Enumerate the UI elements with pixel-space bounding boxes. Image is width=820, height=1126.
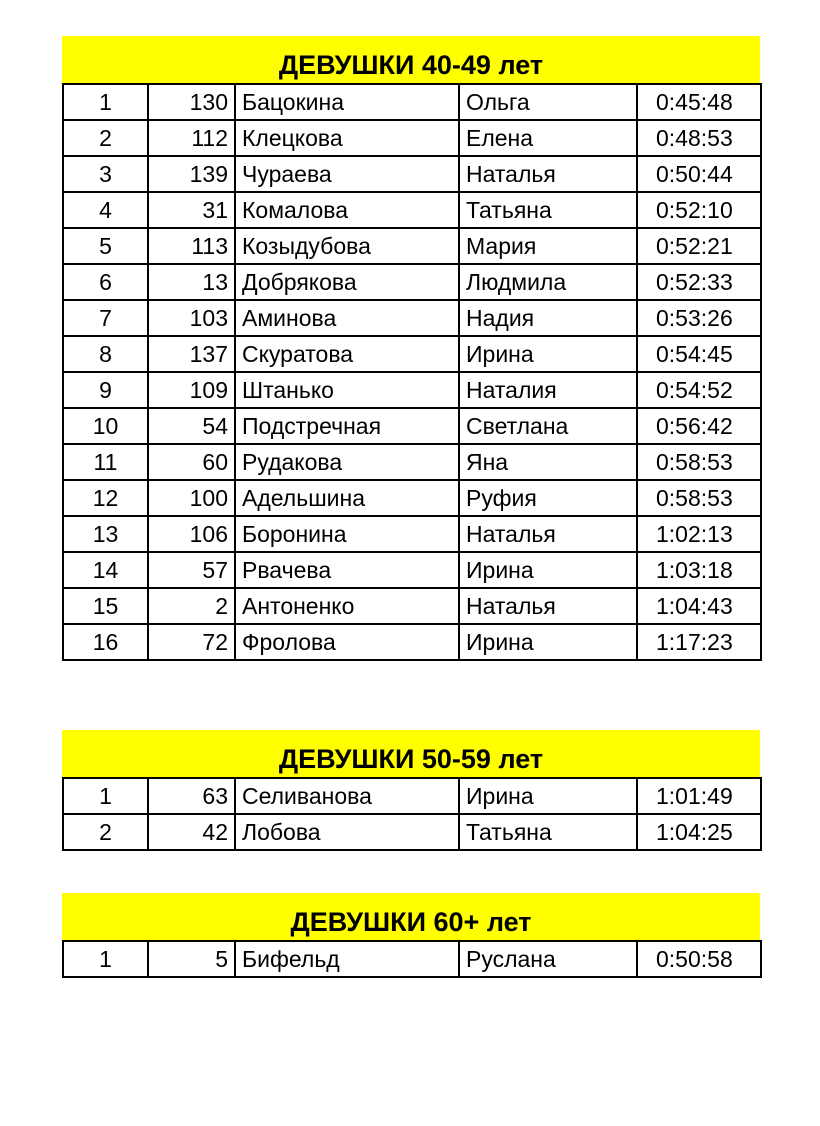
place-cell: 2: [63, 120, 148, 156]
surname-cell: Козыдубова: [235, 228, 459, 264]
first-name-cell: Наталия: [459, 372, 637, 408]
surname-cell: Добрякова: [235, 264, 459, 300]
finish-time-cell: 1:02:13: [637, 516, 761, 552]
place-cell: 2: [63, 814, 148, 850]
place-cell: 10: [63, 408, 148, 444]
table-row: [63, 624, 761, 660]
group-40-49: [62, 36, 760, 661]
table-row: [63, 588, 761, 624]
first-name-cell: Татьяна: [459, 192, 637, 228]
place-cell: 15: [63, 588, 148, 624]
bib-number-cell: 31: [148, 192, 235, 228]
bib-number-cell: 139: [148, 156, 235, 192]
table-row: [63, 408, 761, 444]
bib-number-cell: 60: [148, 444, 235, 480]
table-row: [63, 372, 761, 408]
finish-time-cell: 0:52:10: [637, 192, 761, 228]
finish-time-cell: 0:53:26: [637, 300, 761, 336]
surname-cell: Рвачева: [235, 552, 459, 588]
table-row: [63, 228, 761, 264]
finish-time-cell: 0:48:53: [637, 120, 761, 156]
place-cell: 5: [63, 228, 148, 264]
table-row: [63, 778, 761, 814]
first-name-cell: Татьяна: [459, 814, 637, 850]
place-cell: 6: [63, 264, 148, 300]
table-row: [63, 84, 761, 120]
bib-number-cell: 57: [148, 552, 235, 588]
surname-cell: Клецкова: [235, 120, 459, 156]
place-cell: 1: [63, 941, 148, 977]
table-row: [63, 552, 761, 588]
table-row: [63, 941, 761, 977]
finish-time-cell: 0:58:53: [637, 480, 761, 516]
place-cell: 11: [63, 444, 148, 480]
bib-number-cell: 113: [148, 228, 235, 264]
table-row: [63, 336, 761, 372]
surname-cell: Аминова: [235, 300, 459, 336]
bib-number-cell: 63: [148, 778, 235, 814]
bib-number-cell: 72: [148, 624, 235, 660]
surname-cell: Рудакова: [235, 444, 459, 480]
first-name-cell: Ирина: [459, 336, 637, 372]
group-60-plus: [62, 893, 760, 978]
first-name-cell: Мария: [459, 228, 637, 264]
first-name-cell: Надия: [459, 300, 637, 336]
surname-cell: Антоненко: [235, 588, 459, 624]
first-name-cell: Ирина: [459, 778, 637, 814]
bib-number-cell: 103: [148, 300, 235, 336]
surname-cell: Селиванова: [235, 778, 459, 814]
finish-time-cell: 0:58:53: [637, 444, 761, 480]
place-cell: 3: [63, 156, 148, 192]
first-name-cell: Наталья: [459, 588, 637, 624]
bib-number-cell: 2: [148, 588, 235, 624]
surname-cell: Чураева: [235, 156, 459, 192]
bib-number-cell: 5: [148, 941, 235, 977]
bib-number-cell: 109: [148, 372, 235, 408]
bib-number-cell: 54: [148, 408, 235, 444]
first-name-cell: Наталья: [459, 516, 637, 552]
finish-time-cell: 1:04:43: [637, 588, 761, 624]
first-name-cell: Светлана: [459, 408, 637, 444]
place-cell: 13: [63, 516, 148, 552]
bib-number-cell: 112: [148, 120, 235, 156]
place-cell: 12: [63, 480, 148, 516]
results-table: [62, 83, 762, 661]
finish-time-cell: 0:52:21: [637, 228, 761, 264]
results-table: [62, 777, 762, 851]
finish-time-cell: 1:04:25: [637, 814, 761, 850]
surname-cell: Подстречная: [235, 408, 459, 444]
surname-cell: Скуратова: [235, 336, 459, 372]
bib-number-cell: 13: [148, 264, 235, 300]
finish-time-cell: 0:54:52: [637, 372, 761, 408]
finish-time-cell: 0:45:48: [637, 84, 761, 120]
place-cell: 1: [63, 84, 148, 120]
surname-cell: Комалова: [235, 192, 459, 228]
first-name-cell: Ирина: [459, 624, 637, 660]
group-title: ДЕВУШКИ 40-49 лет: [62, 36, 760, 83]
surname-cell: Боронина: [235, 516, 459, 552]
results-table: [62, 940, 762, 978]
group-title: ДЕВУШКИ 60+ лет: [62, 893, 760, 940]
finish-time-cell: 0:50:58: [637, 941, 761, 977]
place-cell: 1: [63, 778, 148, 814]
finish-time-cell: 0:52:33: [637, 264, 761, 300]
bib-number-cell: 106: [148, 516, 235, 552]
surname-cell: Фролова: [235, 624, 459, 660]
table-row: [63, 444, 761, 480]
table-row: [63, 300, 761, 336]
first-name-cell: Елена: [459, 120, 637, 156]
surname-cell: Бацокина: [235, 84, 459, 120]
first-name-cell: Руслана: [459, 941, 637, 977]
first-name-cell: Людмила: [459, 264, 637, 300]
group-50-59: [62, 730, 760, 851]
place-cell: 7: [63, 300, 148, 336]
finish-time-cell: 1:03:18: [637, 552, 761, 588]
finish-time-cell: 0:56:42: [637, 408, 761, 444]
place-cell: 8: [63, 336, 148, 372]
bib-number-cell: 100: [148, 480, 235, 516]
finish-time-cell: 1:01:49: [637, 778, 761, 814]
first-name-cell: Наталья: [459, 156, 637, 192]
finish-time-cell: 0:50:44: [637, 156, 761, 192]
place-cell: 4: [63, 192, 148, 228]
surname-cell: Лобова: [235, 814, 459, 850]
table-row: [63, 480, 761, 516]
table-row: [63, 264, 761, 300]
table-row: [63, 156, 761, 192]
finish-time-cell: 0:54:45: [637, 336, 761, 372]
surname-cell: Штанько: [235, 372, 459, 408]
finish-time-cell: 1:17:23: [637, 624, 761, 660]
table-row: [63, 814, 761, 850]
bib-number-cell: 137: [148, 336, 235, 372]
place-cell: 16: [63, 624, 148, 660]
place-cell: 9: [63, 372, 148, 408]
first-name-cell: Руфия: [459, 480, 637, 516]
place-cell: 14: [63, 552, 148, 588]
surname-cell: Бифельд: [235, 941, 459, 977]
bib-number-cell: 130: [148, 84, 235, 120]
bib-number-cell: 42: [148, 814, 235, 850]
table-row: [63, 120, 761, 156]
table-row: [63, 516, 761, 552]
first-name-cell: Ирина: [459, 552, 637, 588]
first-name-cell: Яна: [459, 444, 637, 480]
surname-cell: Адельшина: [235, 480, 459, 516]
first-name-cell: Ольга: [459, 84, 637, 120]
group-title: ДЕВУШКИ 50-59 лет: [62, 730, 760, 777]
table-row: [63, 192, 761, 228]
